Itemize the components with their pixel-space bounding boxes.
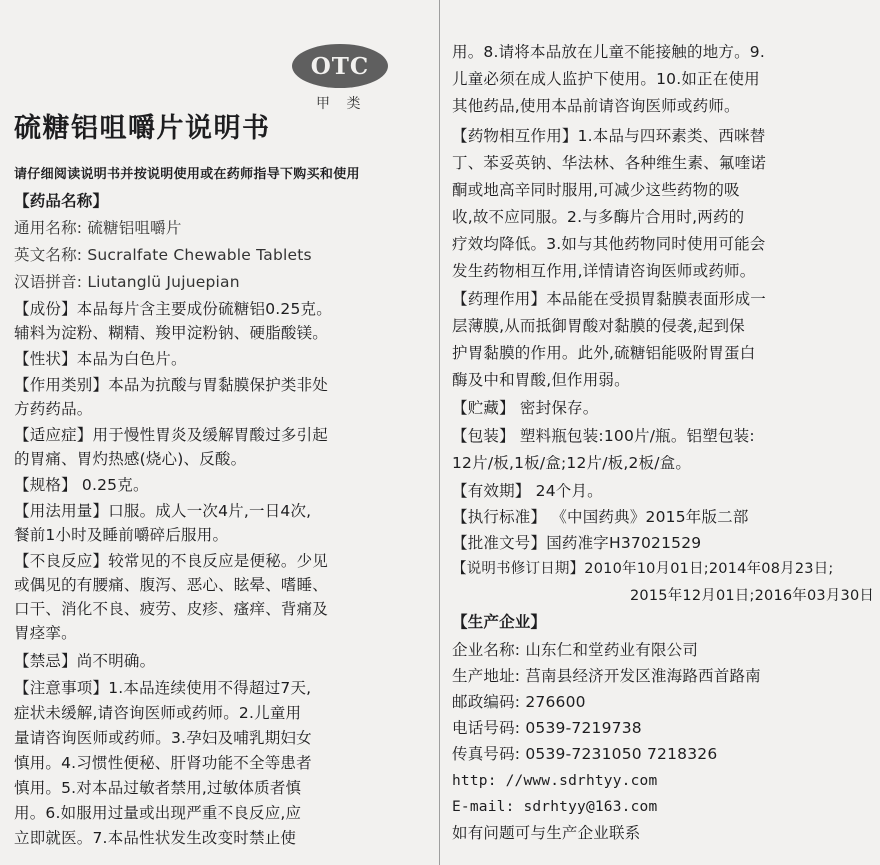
- packaging-line-2: 12片/板,1板/盒;12片/板,2板/盒。: [452, 454, 692, 472]
- indications-line-1: 【适应症】用于慢性胃炎及缓解胃酸过多引起: [14, 426, 329, 444]
- precautions-line-4: 慎用。4.习惯性便秘、肝肾功能不全等患者: [14, 754, 312, 772]
- adverse-line-1: 【不良反应】较常见的不良反应是便秘。少见: [14, 552, 329, 570]
- pharmacology-line-1: 【药理作用】本品能在受损胃黏膜表面形成一: [452, 290, 767, 308]
- category-line-1: 【作用类别】本品为抗酸与胃黏膜保护类非处: [14, 376, 329, 394]
- contact-note: 如有问题可与生产企业联系: [452, 824, 641, 842]
- category-line-2: 方药药品。: [14, 400, 93, 418]
- adverse-line-3: 口干、消化不良、疲劳、皮疹、瘙痒、背痛及: [14, 600, 329, 618]
- adverse-line-4: 胃痉挛。: [14, 624, 77, 642]
- email-address: E-mail: sdrhtyy@163.com: [452, 799, 658, 815]
- phone-number: 电话号码: 0539-7219738: [452, 719, 642, 737]
- precautions-line-6: 用。6.如服用过量或出现严重不良反应,应: [14, 804, 302, 822]
- precautions-cont-line-2: 儿童必须在成人监护下使用。10.如正在使用: [452, 70, 760, 88]
- company-name: 企业名称: 山东仁和堂药业有限公司: [452, 641, 699, 659]
- fax-number: 传真号码: 0539-7231050 7218326: [452, 745, 718, 763]
- adverse-line-2: 或偶见的有腰痛、腹泻、恶心、眩晕、嗜睡、: [14, 576, 329, 594]
- section-manufacturer: 【生产企业】: [452, 613, 547, 631]
- indications-line-2: 的胃痛、胃灼热感(烧心)、反酸。: [14, 450, 247, 468]
- standard: 【执行标准】 《中国药典》2015年版二部: [452, 508, 749, 526]
- dosage-line-1: 【用法用量】口服。成人一次4片,一日4次,: [14, 502, 312, 520]
- precautions-line-3: 量请咨询医师或药师。3.孕妇及哺乳期妇女: [14, 729, 312, 747]
- appearance: 【性状】本品为白色片。: [14, 350, 187, 368]
- precautions-line-5: 慎用。5.对本品过敏者禁用,过敏体质者慎: [14, 779, 302, 797]
- generic-name: 通用名称: 硫糖铝咀嚼片: [14, 219, 182, 237]
- precautions-line-1: 【注意事项】1.本品连续使用不得超过7天,: [14, 679, 312, 697]
- ingredients-line-1: 【成份】本品每片含主要成份硫糖铝0.25克。: [14, 300, 332, 318]
- page-subtitle: 请仔细阅读说明书并按说明使用或在药师指导下购买和使用: [14, 167, 360, 182]
- approval-number: 【批准文号】国药准字H37021529: [452, 534, 702, 552]
- dosage-line-2: 餐前1小时及睡前嚼碎后服用。: [14, 526, 229, 544]
- precautions-line-7: 立即就医。7.本品性状发生改变时禁止使: [14, 829, 297, 847]
- pharmacology-line-4: 酶及中和胃酸,但作用弱。: [452, 371, 630, 389]
- interactions-line-1: 【药物相互作用】1.本品与四环素类、西咪替: [452, 127, 766, 145]
- pharmacology-line-2: 层薄膜,从而抵御胃酸对黏膜的侵袭,起到保: [452, 317, 745, 335]
- shelf-life: 【有效期】 24个月。: [452, 482, 603, 500]
- company-address: 生产地址: 莒南县经济开发区淮海路西首路南: [452, 667, 761, 685]
- postal-code: 邮政编码: 276600: [452, 693, 586, 711]
- interactions-line-5: 疗效均降低。3.如与其他药物同时使用可能会: [452, 235, 766, 253]
- interactions-line-6: 发生药物相互作用,详情请咨询医师或药师。: [452, 262, 756, 280]
- revision-dates-line-1: 【说明书修订日期】2010年10月01日;2014年08月23日;: [452, 561, 834, 577]
- otc-badge: OTC: [292, 44, 388, 88]
- column-divider: [439, 0, 440, 865]
- interactions-line-2: 丁、苯妥英钠、华法林、各种维生素、氟喹诺: [452, 154, 767, 172]
- english-name: 英文名称: Sucralfate Chewable Tablets: [14, 246, 312, 264]
- ingredients-line-2: 辅料为淀粉、糊精、羧甲淀粉钠、硬脂酸镁。: [14, 324, 329, 342]
- interactions-line-4: 收,故不应同服。2.与多酶片合用时,两药的: [452, 208, 745, 226]
- precautions-line-2: 症状未缓解,请咨询医师或药师。2.儿童用: [14, 704, 302, 722]
- page-title: 硫糖铝咀嚼片说明书: [14, 113, 271, 144]
- revision-dates-line-2: 2015年12月01日;2016年03月30日: [630, 588, 875, 604]
- specification: 【规格】 0.25克。: [14, 476, 149, 494]
- pharmacology-line-3: 护胃黏膜的作用。此外,硫糖铝能吸附胃蛋白: [452, 344, 756, 362]
- pinyin-name: 汉语拼音: Liutanglü Jujuepian: [14, 273, 240, 291]
- section-drug-name: 【药品名称】: [14, 192, 109, 210]
- storage: 【贮藏】 密封保存。: [452, 399, 599, 417]
- precautions-cont-line-1: 用。8.请将本品放在儿童不能接触的地方。9.: [452, 43, 765, 61]
- precautions-cont-line-3: 其他药品,使用本品前请咨询医师或药师。: [452, 97, 740, 115]
- website-url: http: //www.sdrhtyy.com: [452, 773, 658, 789]
- otc-class-label: 甲 类: [316, 96, 367, 112]
- interactions-line-3: 酮或地高辛同时服用,可减少这些药物的吸: [452, 181, 740, 199]
- contraindications: 【禁忌】尚不明确。: [14, 652, 156, 670]
- packaging-line-1: 【包装】 塑料瓶包装:100片/瓶。铝塑包装:: [452, 427, 755, 445]
